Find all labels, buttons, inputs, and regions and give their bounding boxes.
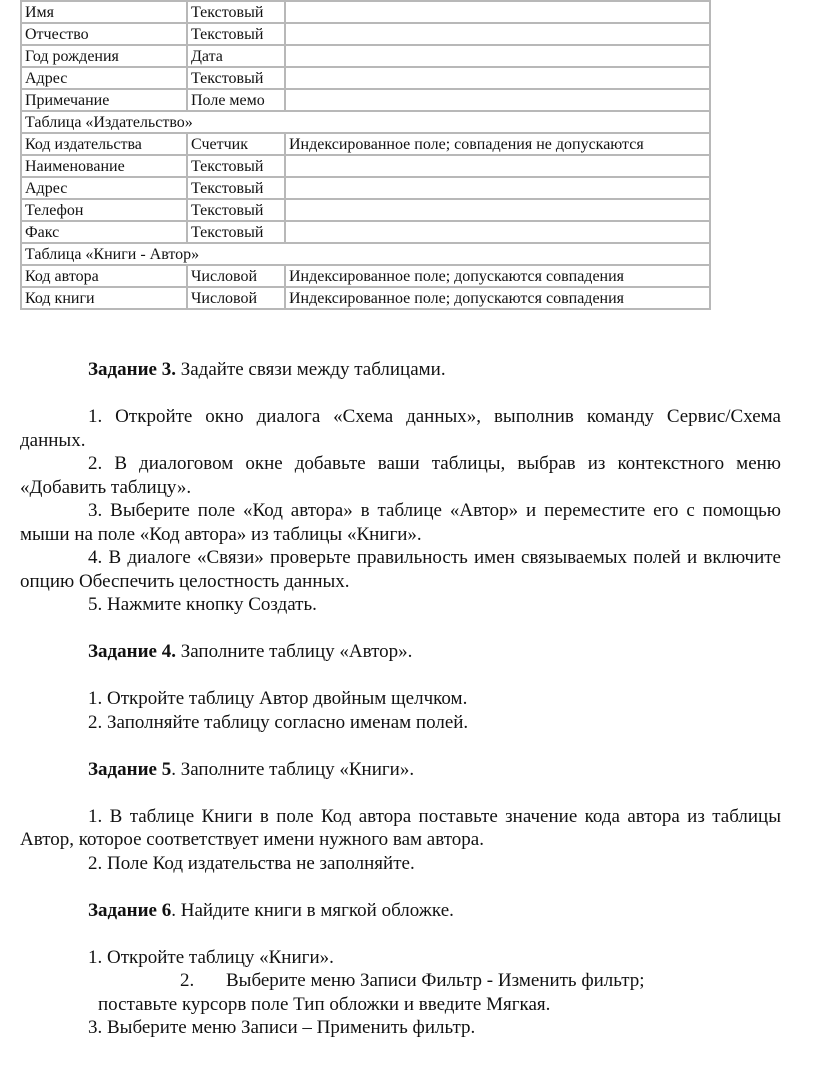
task6-title: Задание 6 (88, 899, 172, 921)
table-row (21, 287, 710, 309)
task5-step: 2. Поле Код издательства не заполняйте. (88, 852, 415, 874)
task4-step: 2. Заполняйте таблицу согласно именам полей. (88, 711, 469, 733)
field-note (285, 177, 710, 199)
task3-step: 2. В диалоговом окне добавьте ваши таблицы, выбрав из контекстного меню «Добавить таблицу». (20, 453, 781, 498)
table-row (21, 265, 710, 287)
task3-heading (20, 358, 781, 382)
task-text (20, 358, 781, 1040)
field-type: Текстовый (187, 1, 285, 23)
field-note: Индексированное поле; допускаются совпадения (285, 265, 710, 287)
table-section-header (21, 243, 710, 265)
table-row (21, 177, 710, 199)
field-type: Дата (187, 45, 285, 67)
field-type: Текстовый (187, 155, 285, 177)
table-row (21, 221, 710, 243)
table-row (21, 1, 710, 23)
field-note (285, 67, 710, 89)
table-row (21, 89, 710, 111)
field-type: Текстовый (187, 67, 285, 89)
task3-step: 1. Откройте окно диалога «Схема данных», выполнив команду Сервис/Схема данных. (20, 406, 781, 451)
field-type: Поле мемо (187, 89, 285, 111)
field-note (285, 89, 710, 111)
fields-table (20, 0, 711, 310)
task4-title: Задание 4. (88, 641, 176, 662)
table-row (21, 67, 710, 89)
field-type: Числовой (187, 287, 285, 309)
field-name: Телефон (21, 199, 187, 221)
field-name: Примечание (21, 89, 187, 111)
field-type: Текстовый (187, 177, 285, 199)
field-type: Счетчик (187, 133, 285, 155)
table-row (21, 23, 710, 45)
field-name: Отчество (21, 23, 187, 45)
field-name: Код автора (21, 265, 187, 287)
field-note (285, 199, 710, 221)
field-note (285, 221, 710, 243)
table-row (21, 45, 710, 67)
field-name: Код издательства (21, 133, 187, 155)
field-name: Наименование (21, 155, 187, 177)
field-name: Код книги (21, 287, 187, 309)
fields-table-body (21, 1, 710, 309)
task3-step: 5. Нажмите кнопку Создать. (88, 594, 317, 615)
task6-step3: 3. Выберите меню Записи – Применить фильтр. (88, 1017, 476, 1038)
section-title: Таблица «Издательство» (21, 111, 710, 133)
task4-heading (20, 640, 781, 664)
task6-step1: 1. Откройте таблицу «Книги». (88, 946, 334, 968)
task4-step: 1. Откройте таблицу Автор двойным щелчком. (88, 688, 468, 709)
task5-step: 1. В таблице Книги в поле Код автора поставьте значение кода автора из таблицы Автор, которое соответствует имени нужного вам автора. (20, 805, 781, 850)
table-row (21, 155, 710, 177)
field-note (285, 155, 710, 177)
section-title: Таблица «Книги - Автор» (21, 243, 710, 265)
table-row (21, 199, 710, 221)
task5-title: Задание 5 (88, 758, 172, 780)
field-note (285, 1, 710, 23)
task5-intro: . Заполните таблицу «Книги». (171, 758, 415, 780)
field-note: Индексированное поле; допускаются совпадения (285, 287, 710, 309)
field-note: Индексированное поле; совпадения не допускаются (285, 133, 710, 155)
field-name: Имя (21, 1, 187, 23)
task6-intro: . Найдите книги в мягкой обложке. (171, 899, 454, 921)
field-name: Адрес (21, 177, 187, 199)
task6-step2-line1: Выберите меню Записи Фильтр - Изменить фильтр; (226, 970, 645, 991)
table-row (21, 133, 710, 155)
field-name: Год рождения (21, 45, 187, 67)
field-type: Текстовый (187, 199, 285, 221)
field-type: Текстовый (187, 23, 285, 45)
field-name: Адрес (21, 67, 187, 89)
task6-step2-cont: поставьте курсорв поле Тип обложки и введите Мягкая. (98, 993, 551, 1015)
task3-title: Задание 3. (88, 359, 176, 380)
task5-heading (20, 758, 781, 782)
task6-step2-num: 2. (180, 970, 195, 991)
field-note (285, 45, 710, 67)
field-type: Текстовый (187, 221, 285, 243)
table-section-header (21, 111, 710, 133)
field-name: Факс (21, 221, 187, 243)
field-note (285, 23, 710, 45)
task6-step2 (20, 969, 781, 993)
task3-intro: Задайте связи между таблицами. (175, 359, 446, 380)
task4-intro: Заполните таблицу «Автор». (175, 641, 413, 662)
task3-step: 4. В диалоге «Связи» проверьте правильность имен связываемых полей и включите опцию Обеспечить целостность данных. (20, 547, 781, 592)
task3-step: 3. Выберите поле «Код автора» в таблице «Автор» и переместите его с помощью мыши на поле «Код автора» из таблицы «Книги». (20, 500, 781, 545)
field-type: Числовой (187, 265, 285, 287)
task6-heading (20, 899, 781, 923)
